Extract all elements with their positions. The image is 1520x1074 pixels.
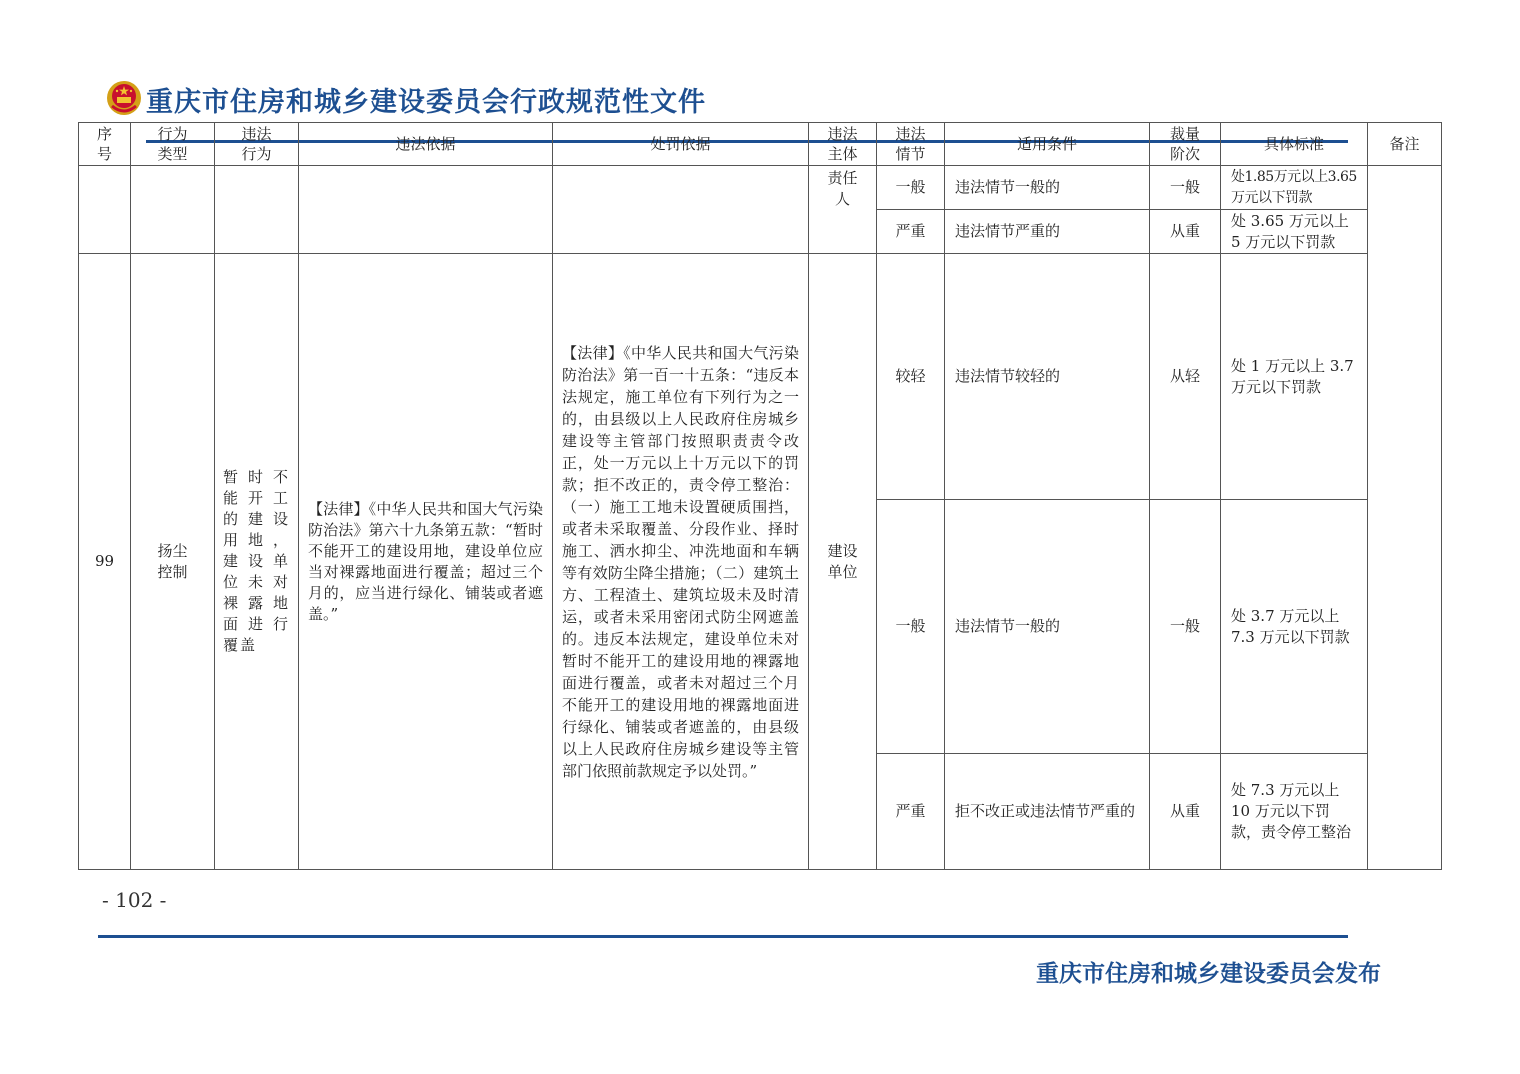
standard-cell: 处1.85万元以上3.65万元以下罚款: [1221, 166, 1368, 210]
level-cell: 一般: [1150, 500, 1221, 754]
level-cell: 一般: [1150, 166, 1221, 210]
level-cell: 从重: [1150, 210, 1221, 254]
circumstance-cell: 严重: [877, 754, 945, 870]
header-title: 重庆市住房和城乡建设委员会行政规范性文件: [146, 87, 706, 118]
col-header-penalty: 处罚依据: [553, 123, 809, 166]
circumstance-cell: 一般: [877, 166, 945, 210]
page-number: - 102 -: [102, 888, 167, 912]
table-row: [79, 254, 1442, 500]
col-header-remark: 备注: [1368, 123, 1442, 166]
footer-rule: [98, 935, 1348, 938]
seq-cell: 99: [79, 254, 131, 870]
col-header-standard: 具体标准: [1221, 123, 1368, 166]
col-header-level: 裁量 阶次: [1150, 123, 1221, 166]
condition-cell: 拒不改正或违法情节严重的: [945, 754, 1150, 870]
level-cell: 从重: [1150, 754, 1221, 870]
col-header-seq: 序 号: [79, 123, 131, 166]
penalty-standard-table: [78, 122, 1442, 870]
standard-cell: 处 3.7 万元以上 7.3 万元以下罚款: [1221, 500, 1368, 754]
standard-cell: 处 7.3 万元以上 10 万元以下罚款，责令停工整治: [1221, 754, 1368, 870]
standard-cell: 处 3.65 万元以上 5 万元以下罚款: [1221, 210, 1368, 254]
col-header-circumstance: 违法 情节: [877, 123, 945, 166]
cont-basis-cell: [299, 166, 553, 254]
cont-subject-cell: 责任人: [809, 166, 877, 254]
condition-cell: 违法情节一般的: [945, 166, 1150, 210]
cont-seq-cell: [79, 166, 131, 254]
level-cell: 从轻: [1150, 254, 1221, 500]
table-header-row: [79, 123, 1442, 166]
col-header-basis: 违法依据: [299, 123, 553, 166]
condition-cell: 违法情节一般的: [945, 500, 1150, 754]
cont-type-cell: [131, 166, 215, 254]
cont-act-cell: [215, 166, 299, 254]
act-cell: 暂时不能开工的建设用地，建设单位未对裸露地面进行覆盖: [215, 254, 299, 870]
col-header-condition: 适用条件: [945, 123, 1150, 166]
col-header-type: 行为 类型: [131, 123, 215, 166]
remark-cell: [1368, 166, 1442, 870]
standard-cell: 处 1 万元以上 3.7 万元以下罚款: [1221, 254, 1368, 500]
circumstance-cell: 较轻: [877, 254, 945, 500]
col-header-subject: 违法 主体: [809, 123, 877, 166]
basis-cell: 【法律】《中华人民共和国大气污染防治法》第六十九条第五款：“暂时不能开工的建设用地，建设单位应当对裸露地面进行覆盖；超过三个月的，应当进行绿化、铺装或者遮盖。”: [299, 254, 553, 870]
footer-publisher: 重庆市住房和城乡建设委员会发布: [1036, 961, 1381, 987]
col-header-act: 违法 行为: [215, 123, 299, 166]
condition-cell: 违法情节较轻的: [945, 254, 1150, 500]
penalty-cell: 【法律】《中华人民共和国大气污染防治法》第一百一十五条：“违反本法规定，施工单位有下列行为之一的，由县级以上人民政府住房城乡建设等主管部门按照职责责令改正，处一万元以上十万元以下的罚款；拒不改正的，责令停工整治：（一）施工工地未设置硬质围挡，或者未采取覆盖、分段作业、择时施工、洒水抑尘、冲洗地面和车辆等有效防尘降尘措施；（二）建筑土方、工程渣土、建筑垃圾未及时清运，或者未采用密闭式防尘网遮盖的。违反本法规定，建设单位未对暂时不能开工的建设用地的裸露地面进行覆盖，或者未对超过三个月不能开工的建设用地的裸露地面进行绿化、铺装或者遮盖的，由县级以上人民政府住房城乡建设等主管部门依照前款规定予以处罚。”: [553, 254, 809, 870]
circumstance-cell: 严重: [877, 210, 945, 254]
type-cell: 扬尘控制: [131, 254, 215, 870]
subject-cell: 建设单位: [809, 254, 877, 870]
table-row: [79, 166, 1442, 210]
condition-cell: 违法情节严重的: [945, 210, 1150, 254]
cont-penalty-cell: [553, 166, 809, 254]
circumstance-cell: 一般: [877, 500, 945, 754]
national-emblem-icon: [106, 80, 142, 116]
